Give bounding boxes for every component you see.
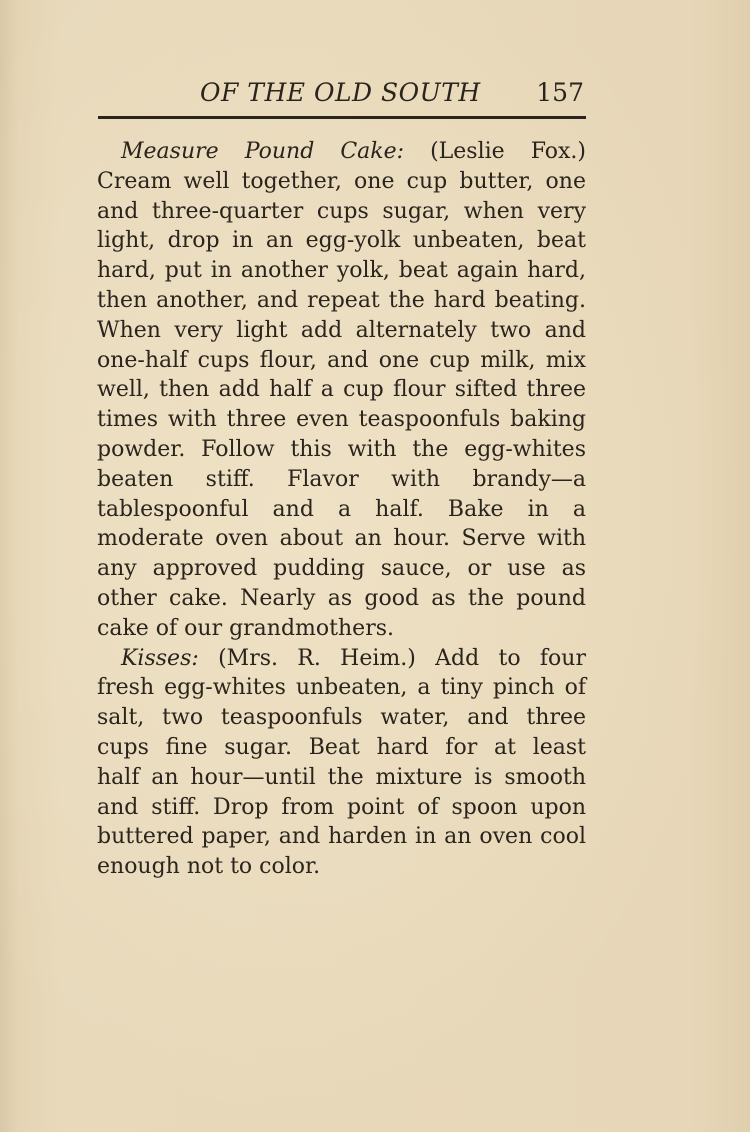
recipe-line: and stiff. Drop from point of spoon upon xyxy=(97,794,586,820)
recipe-title: Kisses: xyxy=(121,645,199,671)
recipe-line: any approved pudding sauce, or use as xyxy=(97,556,586,582)
recipe-line: and three-quarter cups sugar, when very xyxy=(97,198,586,224)
recipe-line: salt, two teaspoonfuls water, and three xyxy=(97,705,586,731)
recipe-line: then another, and repeat the hard beating. xyxy=(97,287,586,313)
recipe-line: beaten stiff. Flavor with brandy—a xyxy=(97,466,586,492)
page-number: 157 xyxy=(536,78,584,107)
recipe-line: hard, put in another yolk, beat again hard, xyxy=(97,258,586,284)
running-title: OF THE OLD SOUTH xyxy=(200,78,481,107)
recipe-line: buttered paper, and harden in an oven cool xyxy=(97,824,586,850)
recipe-line: fresh egg-whites unbeaten, a tiny pinch of xyxy=(97,675,586,701)
recipe-line: (Mrs. R. Heim.) Add to four xyxy=(198,645,586,671)
page-body xyxy=(97,137,586,882)
recipe-line: When very light add alternately two and xyxy=(97,317,586,343)
recipe-line: Cream well together, one cup butter, one xyxy=(97,168,586,194)
recipe-line: tablespoonful and a half. Bake in a xyxy=(97,496,586,522)
recipe-line: other cake. Nearly as good as the pound xyxy=(97,585,586,611)
recipe-line: (Leslie Fox.) xyxy=(404,139,586,164)
recipe-first-line xyxy=(97,137,586,167)
recipe-first-line xyxy=(97,644,586,674)
recipe-line: cups fine sugar. Beat hard for at least xyxy=(97,734,586,760)
running-header xyxy=(96,78,586,112)
recipe-line: powder. Follow this with the egg-whites xyxy=(97,436,586,462)
recipe-line: one-half cups flour, and one cup milk, mix xyxy=(97,347,586,373)
recipe-line: moderate oven about an hour. Serve with xyxy=(97,526,586,552)
header-rule xyxy=(98,116,586,119)
recipe-line: half an hour—until the mixture is smooth xyxy=(97,764,586,790)
recipe-line: cake of our grandmothers. xyxy=(97,615,394,641)
recipe-line: light, drop in an egg-yolk unbeaten, beat xyxy=(97,228,586,254)
recipe-title: Measure Pound Cake: xyxy=(121,139,405,164)
recipe-line: times with three even teaspoonfuls baking xyxy=(97,407,586,433)
recipe-line: well, then add half a cup flour sifted three xyxy=(97,377,586,403)
recipe-line: enough not to color. xyxy=(97,854,321,880)
